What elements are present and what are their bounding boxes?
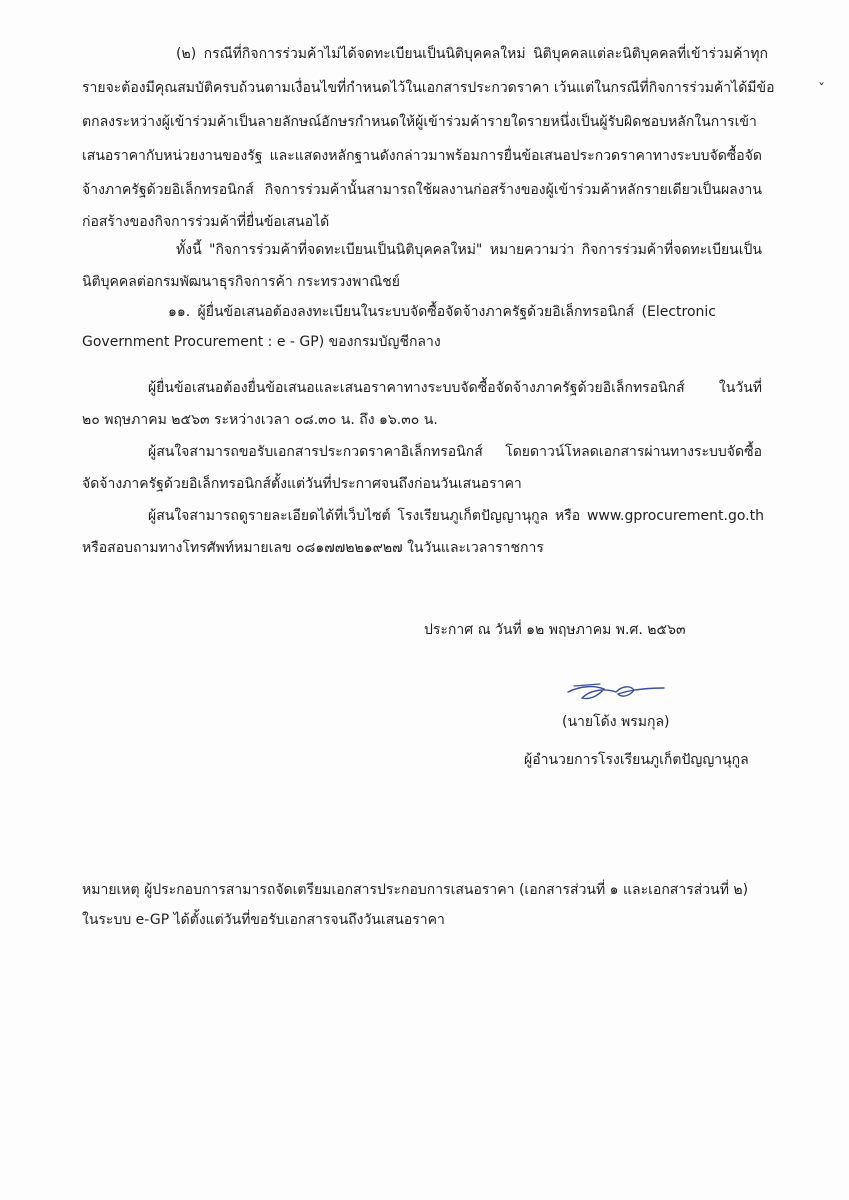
note-line: หมายเหตุ ผู้ประกอบการสามารถจัดเตรียมเอกสารประกอบการเสนอราคา (เอกสารส่วนที่ ๑ และเอกสารส่วนที่ ๒)	[82, 882, 749, 898]
body-line: (๒) กรณีที่กิจการร่วมค้าไม่ได้จดทะเบียนเป็นนิติบุคคลใหม่ นิติบุคคลแต่ละนิติบุคคลที่เข้าร่วมค้าทุก	[176, 46, 768, 62]
body-line: Government Procurement : e - GP) ของกรมบัญชีกลาง	[82, 334, 441, 350]
body-line: ตกลงระหว่างผู้เข้าร่วมค้าเป็นลายลักษณ์อักษรกำหนดให้ผู้เข้าร่วมค้ารายใดรายหนึ่งเป็นผู้รับผิดชอบหลักในการเข้า	[82, 114, 757, 130]
body-line: ก่อสร้างของกิจการร่วมค้าที่ยื่นข้อเสนอได้	[82, 214, 330, 230]
body-line: เสนอราคากับหน่วยงานของรัฐ และแสดงหลักฐานดังกล่าวมาพร้อมการยื่นข้อเสนอประกวดราคาทางระบบจัดซื้อจัด	[82, 148, 762, 164]
signer-name: (นายโด้ง พรมกุล)	[562, 714, 670, 730]
note-line: ในระบบ e-GP ได้ตั้งแต่วันที่ขอรับเอกสารจนถึงวันเสนอราคา	[82, 912, 445, 928]
body-line: ๑๑. ผู้ยื่นข้อเสนอต้องลงทะเบียนในระบบจัดซื้อจัดจ้างภาครัฐด้วยอิเล็กทรอนิกส์ (Electronic	[168, 304, 716, 320]
body-line: ผู้ยื่นข้อเสนอต้องยื่นข้อเสนอและเสนอราคาทางระบบจัดซื้อจัดจ้างภาครัฐด้วยอิเล็กทรอนิกส์ ในวันที่	[148, 380, 762, 396]
body-line: หรือสอบถามทางโทรศัพท์หมายเลข ๐๘๑๗๗๒๒๑๙๒๗ ในวันและเวลาราชการ	[82, 540, 544, 556]
body-line: จ้างภาครัฐด้วยอิเล็กทรอนิกส์ กิจการร่วมค้านั้นสามารถใช้ผลงานก่อสร้างของผู้เข้าร่วมค้าหลักรายเดียวเป็นผลงาน	[82, 182, 762, 198]
scan-mark: ˇ	[818, 82, 825, 98]
body-line: จัดจ้างภาครัฐด้วยอิเล็กทรอนิกส์ตั้งแต่วันที่ประกาศจนถึงก่อนวันเสนอราคา	[82, 476, 522, 492]
signature-scribble	[560, 676, 670, 706]
body-line: รายจะต้องมีคุณสมบัติครบถ้วนตามเงื่อนไขที่กำหนดไว้ในเอกสารประกวดราคา เว้นแต่ในกรณีที่กิจการร่วมค้าได้มีข้อ	[82, 80, 775, 96]
signer-position: ผู้อำนวยการโรงเรียนภูเก็ตปัญญานุกูล	[524, 752, 749, 768]
body-line: ทั้งนี้ "กิจการร่วมค้าที่จดทะเบียนเป็นนิติบุคคลใหม่" หมายความว่า กิจการร่วมค้าที่จดทะเบียนเป็น	[176, 242, 762, 258]
announce-date: ประกาศ ณ วันที่ ๑๒ พฤษภาคม พ.ศ. ๒๕๖๓	[424, 622, 686, 638]
body-line: ผู้สนใจสามารถขอรับเอกสารประกวดราคาอิเล็กทรอนิกส์ โดยดาวน์โหลดเอกสารผ่านทางระบบจัดซื้อ	[148, 444, 762, 460]
body-line: ผู้สนใจสามารถดูรายละเอียดได้ที่เว็บไซต์ โรงเรียนภูเก็ตปัญญานุกูล หรือ www.gprocurement.go.th	[148, 508, 764, 524]
body-line: ๒๐ พฤษภาคม ๒๕๖๓ ระหว่างเวลา ๐๘.๓๐ น. ถึง ๑๖.๓๐ น.	[82, 412, 438, 428]
body-line: นิติบุคคลต่อกรมพัฒนาธุรกิจการค้า กระทรวงพาณิชย์	[82, 274, 400, 290]
